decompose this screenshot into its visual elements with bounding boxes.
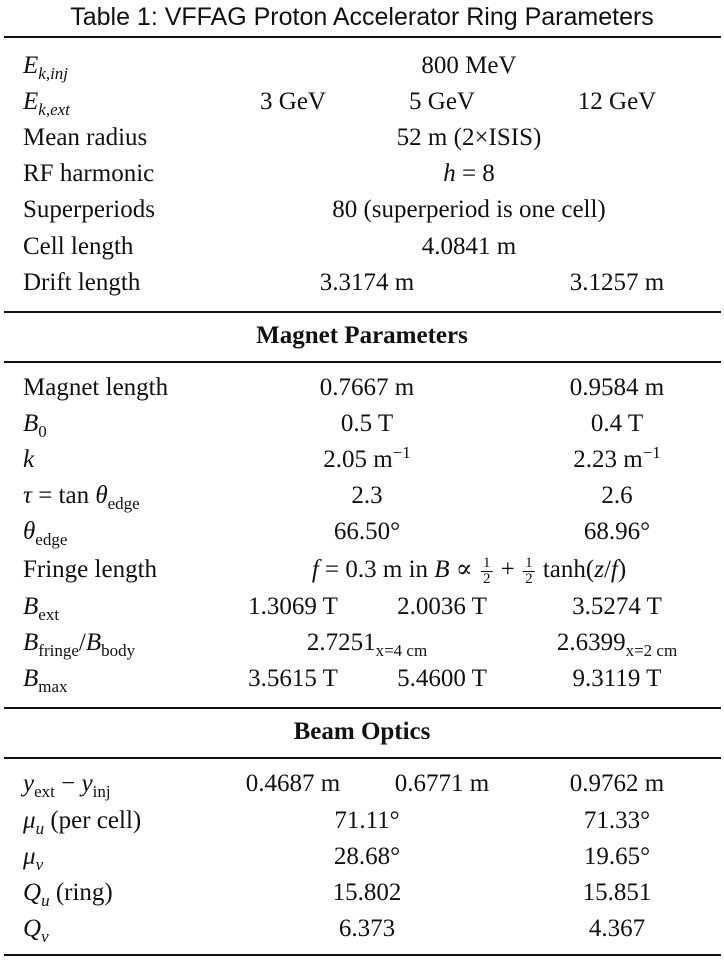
cell-value: 0.6771 m (394, 770, 490, 797)
row-mu-v (0, 839, 724, 875)
row-rf-harmonic (0, 156, 724, 192)
cell-value: 800 MeV (421, 52, 517, 79)
row-label: RF harmonic (23, 160, 155, 187)
cell-value: 2.3 (351, 482, 383, 509)
cell-value: 0.5 T (340, 410, 394, 437)
cell-value: $2.6399_{x=2 cm}$ (556, 629, 678, 660)
cell-value: 2.23 $m^{-1}$ (573, 443, 661, 473)
row-magnet-length (0, 370, 724, 406)
row-tau (0, 478, 724, 514)
row-b-max (0, 661, 724, 697)
cell-value: 3.5274 T (572, 593, 662, 620)
cell-value: f = 0.3 m in B ∝ $\frac{1}{2}$ + $\frac{1}{2}$ tanh(z/f) (311, 554, 627, 587)
row-label: $\theta_{edge}$ (23, 518, 68, 549)
section-rule (4, 361, 721, 363)
cell-value: 80 (superperiod is one cell) (332, 196, 606, 223)
cell-value: 0.4 T (590, 410, 644, 437)
cell-value: 0.9584 m (569, 374, 665, 401)
row-label: $\mu_u$ (per cell) (23, 807, 142, 838)
row-drift-length (0, 265, 724, 301)
row-y-ext-inj (0, 766, 724, 802)
cell-value: 3.3174 m (319, 269, 415, 296)
row-fringe-length (0, 552, 724, 588)
row-label: Mean radius (23, 124, 148, 151)
cell-value: 0.7667 m (319, 374, 415, 401)
row-label: k (23, 446, 35, 473)
row-mu-u (0, 803, 724, 839)
cell-value: 5.4600 T (397, 665, 487, 692)
cell-value: 0.9762 m (569, 770, 665, 797)
cell-value: 12 GeV (577, 88, 657, 115)
cell-value: 0.4687 m (245, 770, 341, 797)
cell-value: 2.6 (601, 482, 633, 509)
cell-value: 3.1257 m (569, 269, 665, 296)
cell-value: 52 m (2×ISIS) (396, 124, 542, 151)
cell-value: h = 8 (443, 160, 495, 187)
cell-value: 71.33° (583, 807, 651, 834)
row-q-u (0, 875, 724, 911)
row-cell-length (0, 229, 724, 265)
row-label: Magnet length (23, 374, 169, 401)
top-rule (4, 36, 721, 38)
row-mean-radius (0, 120, 724, 156)
cell-value: 5 GeV (409, 88, 475, 115)
row-b0 (0, 406, 724, 442)
cell-value: 3 GeV (260, 88, 326, 115)
cell-value: 3.5615 T (248, 665, 338, 692)
cell-value: $2.7251_{x=4 cm}$ (306, 629, 428, 660)
row-label: $Q_v$ (23, 915, 49, 946)
row-label: $y_{ext} - y_{inj}$ (23, 770, 111, 801)
row-ek-inj (0, 48, 724, 84)
cell-value: 4.367 (588, 915, 646, 942)
cell-value: 71.11° (334, 807, 400, 834)
row-superperiods (0, 192, 724, 228)
row-label: $B_0$ (23, 410, 47, 441)
row-b-fringe-body (0, 625, 724, 661)
row-k (0, 442, 724, 478)
cell-value: 9.3119 T (572, 665, 662, 692)
bottom-rule (4, 954, 721, 956)
row-label: $B_{ext}$ (23, 593, 60, 624)
section-rule (4, 707, 721, 709)
row-label: Cell length (23, 233, 134, 260)
cell-value: 68.96° (583, 518, 651, 545)
cell-value: 4.0841 m (421, 233, 517, 260)
row-label: $Q_u$ (ring) (23, 879, 113, 910)
cell-value: 28.68° (333, 843, 401, 870)
cell-value: 2.05 $m^{-1}$ (323, 443, 411, 473)
row-b-ext (0, 589, 724, 625)
section-rule (4, 757, 721, 759)
row-label: $\mu_v$ (23, 843, 44, 874)
cell-value: 66.50° (333, 518, 401, 545)
cell-value: 2.0036 T (397, 593, 487, 620)
row-label: $E_{k,inj}$ (23, 52, 69, 83)
row-label: Fringe length (23, 556, 158, 583)
row-label: $\tau = \tan \theta_{edge}$ (23, 482, 140, 513)
cell-value: 19.65° (583, 843, 651, 870)
row-label: $B_{fringe}/B_{body}$ (23, 629, 136, 660)
cell-value: 15.802 (332, 879, 402, 906)
cell-value: 1.3069 T (248, 593, 338, 620)
cell-value: 6.373 (338, 915, 396, 942)
row-label: Drift length (23, 269, 141, 296)
row-label: Superperiods (23, 196, 155, 223)
table-caption: Table 1: VFFAG Proton Accelerator Ring Parameters (70, 3, 654, 31)
row-label: $E_{k,ext}$ (23, 88, 70, 119)
section-heading-optics: Beam Optics (293, 718, 431, 745)
section-rule (4, 311, 721, 313)
row-ek-ext (0, 84, 724, 120)
row-label: $B_{max}$ (23, 665, 68, 696)
row-q-v (0, 911, 724, 947)
cell-value: 15.851 (582, 879, 652, 906)
section-heading-magnet: Magnet Parameters (256, 322, 468, 349)
row-theta-edge (0, 514, 724, 550)
